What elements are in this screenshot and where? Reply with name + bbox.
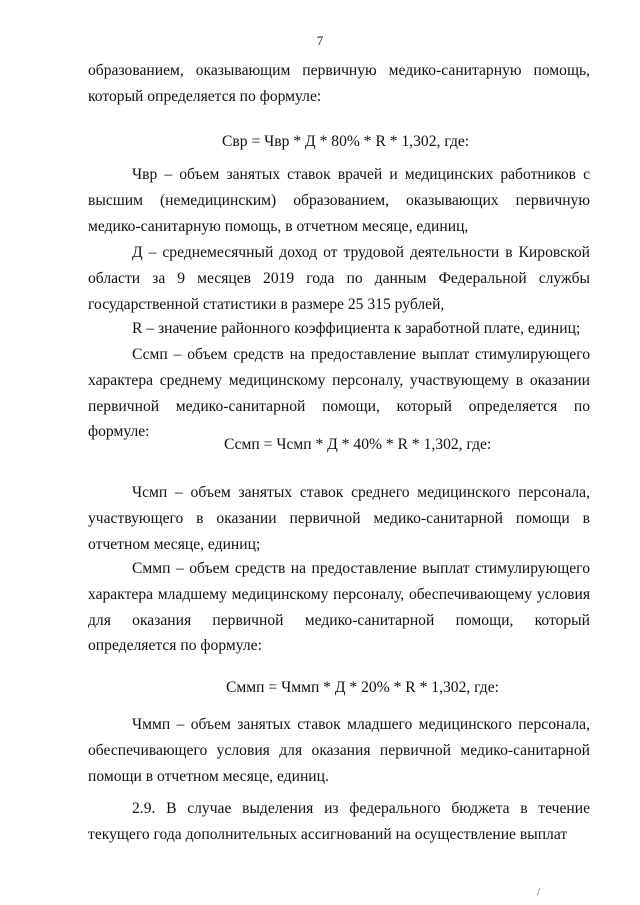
formula-svr-text: Свр = Чвр * Д * 80% * R * 1,302, где: (222, 133, 470, 150)
formula-svr (88, 131, 590, 153)
paragraph-smmp-definition: Сммп – объем средств на предоставление выплат стимулирующего характера младшему медицинскому персоналу, обеспечивающему условия для оказания первичной медико-санитарной помощи, который определяется по формуле: (88, 560, 590, 655)
formula-smmp (88, 677, 590, 699)
paragraph-r-definition: R – значение районного коэффициента к заработной плате, единиц; (132, 320, 581, 337)
paragraph-d-definition: Д – среднемесячный доход от трудовой деятельности в Кировской области за 9 месяцев 2019 года по данным Федеральной службы государственной статистики в размере 25 315 рублей, (88, 244, 590, 313)
footer-mark: / (537, 886, 541, 898)
formula-ssmp-text: Ссмп = Чсмп * Д * 40% * R * 1,302, где: (224, 436, 492, 453)
paragraph-chsmp-definition: Чсмп – объем занятых ставок среднего медицинского персонала, участвующего в оказании первичной медико-санитарной помощи в отчетном месяце, единиц; (88, 484, 590, 553)
paragraph-ssmp-definition: Ссмп – объем средств на предоставление выплат стимулирующего характера среднему медицинскому персоналу, участвующему в оказании первичной медико-санитарной помощи, который определяется по формуле: (88, 346, 590, 441)
formula-ssmp (88, 434, 590, 456)
paragraph-section-2-9: 2.9. В случае выделения из федерального бюджета в течение текущего года дополнительных ассигнований на осуществление выплат (88, 800, 590, 843)
paragraph-continuation: образованием, оказывающим первичную медико-санитарную помощь, который определяется по формуле: (88, 62, 590, 105)
paragraph-chmmp-definition: Чммп – объем занятых ставок младшего медицинского персонала, обеспечивающего условия для оказания первичной медико-санитарной помощи в отчетном месяце, единиц. (88, 716, 590, 785)
formula-smmp-text: Сммп = Чммп * Д * 20% * R * 1,302, где: (226, 679, 499, 696)
page-number: 7 (316, 33, 324, 48)
paragraph-chvr-definition: Чвр – объем занятых ставок врачей и медицинских работников с высшим (немедицинским) образованием, оказывающих первичную медико-санитарную помощь, в отчетном месяце, единиц, (88, 166, 590, 235)
